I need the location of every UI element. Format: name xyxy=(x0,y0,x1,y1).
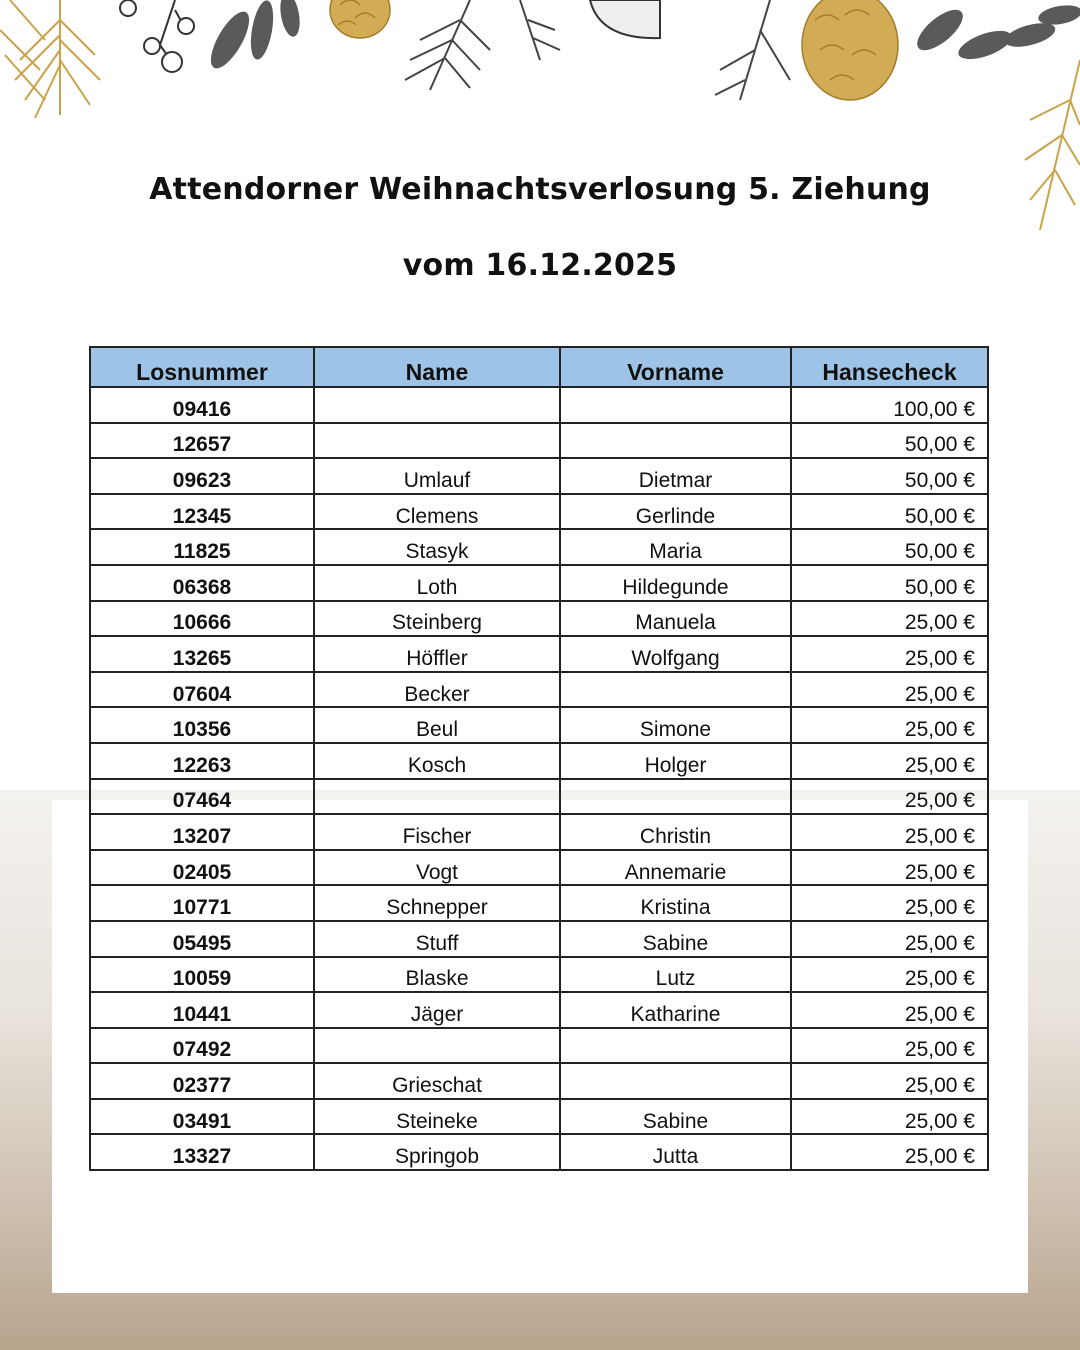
cell-hansecheck: 25,00 € xyxy=(791,743,988,779)
cell-hansecheck: 25,00 € xyxy=(791,1028,988,1064)
cell-name: Schnepper xyxy=(314,885,560,921)
table-row xyxy=(90,529,988,565)
cell-hansecheck: 25,00 € xyxy=(791,885,988,921)
cell-losnummer: 13327 xyxy=(90,1134,314,1170)
cell-hansecheck: 25,00 € xyxy=(791,850,988,886)
cell-hansecheck: 25,00 € xyxy=(791,601,988,637)
cell-hansecheck: 25,00 € xyxy=(791,636,988,672)
cell-losnummer: 07464 xyxy=(90,779,314,815)
cell-hansecheck: 25,00 € xyxy=(791,957,988,993)
table-row xyxy=(90,779,988,815)
cell-hansecheck: 25,00 € xyxy=(791,1099,988,1135)
page-subtitle: vom 16.12.2025 xyxy=(402,248,678,283)
header-vorname: Vorname xyxy=(560,347,791,387)
cell-name: Fischer xyxy=(314,814,560,850)
cell-losnummer: 12657 xyxy=(90,423,314,459)
cell-name: Kosch xyxy=(314,743,560,779)
cell-hansecheck: 25,00 € xyxy=(791,814,988,850)
table-row xyxy=(90,814,988,850)
table-row xyxy=(90,1134,988,1170)
cell-name xyxy=(314,423,560,459)
cell-losnummer: 11825 xyxy=(90,529,314,565)
cell-name: Beul xyxy=(314,707,560,743)
table-row xyxy=(90,1028,988,1064)
cell-vorname: Sabine xyxy=(560,921,791,957)
table-row xyxy=(90,636,988,672)
cell-name xyxy=(314,779,560,815)
cell-name: Loth xyxy=(314,565,560,601)
table-row xyxy=(90,672,988,708)
table-row xyxy=(90,707,988,743)
cell-name: Steinberg xyxy=(314,601,560,637)
cell-vorname: Kristina xyxy=(560,885,791,921)
table-row xyxy=(90,494,988,530)
cell-losnummer: 02405 xyxy=(90,850,314,886)
cell-name: Jäger xyxy=(314,992,560,1028)
cell-losnummer: 10356 xyxy=(90,707,314,743)
cell-name: Höffler xyxy=(314,636,560,672)
cell-name xyxy=(314,387,560,423)
cell-losnummer: 06368 xyxy=(90,565,314,601)
cell-vorname xyxy=(560,1028,791,1064)
cell-vorname: Katharine xyxy=(560,992,791,1028)
cell-vorname: Lutz xyxy=(560,957,791,993)
cell-losnummer: 10666 xyxy=(90,601,314,637)
cell-hansecheck: 25,00 € xyxy=(791,707,988,743)
cell-name xyxy=(314,1028,560,1064)
cell-hansecheck: 50,00 € xyxy=(791,423,988,459)
table-row xyxy=(90,1099,988,1135)
cell-vorname: Maria xyxy=(560,529,791,565)
cell-name: Clemens xyxy=(314,494,560,530)
cell-vorname: Dietmar xyxy=(560,458,791,494)
cell-losnummer: 10441 xyxy=(90,992,314,1028)
cell-vorname: Hildegunde xyxy=(560,565,791,601)
header-name: Name xyxy=(314,347,560,387)
cell-vorname: Manuela xyxy=(560,601,791,637)
cell-name: Steineke xyxy=(314,1099,560,1135)
cell-hansecheck: 50,00 € xyxy=(791,529,988,565)
results-table xyxy=(89,346,989,1171)
cell-losnummer: 10771 xyxy=(90,885,314,921)
cell-losnummer: 02377 xyxy=(90,1063,314,1099)
table-header-row xyxy=(90,347,988,387)
table-row xyxy=(90,992,988,1028)
table-row xyxy=(90,743,988,779)
cell-losnummer: 10059 xyxy=(90,957,314,993)
table-row xyxy=(90,458,988,494)
cell-name: Grieschat xyxy=(314,1063,560,1099)
table-row xyxy=(90,387,988,423)
table-row xyxy=(90,423,988,459)
cell-vorname xyxy=(560,423,791,459)
cell-name: Umlauf xyxy=(314,458,560,494)
header-losnummer: Losnummer xyxy=(90,347,314,387)
table-row xyxy=(90,921,988,957)
cell-losnummer: 07492 xyxy=(90,1028,314,1064)
cell-vorname: Holger xyxy=(560,743,791,779)
table-row xyxy=(90,957,988,993)
cell-losnummer: 12263 xyxy=(90,743,314,779)
cell-name: Vogt xyxy=(314,850,560,886)
cell-name: Blaske xyxy=(314,957,560,993)
cell-vorname: Christin xyxy=(560,814,791,850)
table-row xyxy=(90,601,988,637)
table-body xyxy=(90,387,988,1170)
table-row xyxy=(90,850,988,886)
cell-vorname: Simone xyxy=(560,707,791,743)
cell-hansecheck: 25,00 € xyxy=(791,779,988,815)
cell-vorname: Annemarie xyxy=(560,850,791,886)
cell-vorname: Wolfgang xyxy=(560,636,791,672)
cell-vorname: Sabine xyxy=(560,1099,791,1135)
cell-vorname xyxy=(560,672,791,708)
cell-name: Stuff xyxy=(314,921,560,957)
cell-losnummer: 09416 xyxy=(90,387,314,423)
cell-losnummer: 13265 xyxy=(90,636,314,672)
cell-hansecheck: 25,00 € xyxy=(791,672,988,708)
cell-vorname xyxy=(560,779,791,815)
cell-losnummer: 12345 xyxy=(90,494,314,530)
cell-hansecheck: 50,00 € xyxy=(791,458,988,494)
table-row xyxy=(90,565,988,601)
table-row xyxy=(90,885,988,921)
header-hansecheck: Hansecheck xyxy=(791,347,988,387)
cell-vorname: Gerlinde xyxy=(560,494,791,530)
cell-hansecheck: 25,00 € xyxy=(791,921,988,957)
cell-vorname xyxy=(560,387,791,423)
cell-losnummer: 09623 xyxy=(90,458,314,494)
table-row xyxy=(90,1063,988,1099)
cell-hansecheck: 50,00 € xyxy=(791,494,988,530)
cell-hansecheck: 25,00 € xyxy=(791,1134,988,1170)
page-title: Attendorner Weihnachtsverlosung 5. Ziehung xyxy=(149,172,931,207)
cell-losnummer: 03491 xyxy=(90,1099,314,1135)
cell-hansecheck: 100,00 € xyxy=(791,387,988,423)
cell-name: Springob xyxy=(314,1134,560,1170)
cell-losnummer: 07604 xyxy=(90,672,314,708)
cell-losnummer: 05495 xyxy=(90,921,314,957)
cell-hansecheck: 25,00 € xyxy=(791,1063,988,1099)
cell-name: Becker xyxy=(314,672,560,708)
cell-name: Stasyk xyxy=(314,529,560,565)
cell-vorname: Jutta xyxy=(560,1134,791,1170)
cell-losnummer: 13207 xyxy=(90,814,314,850)
cell-vorname xyxy=(560,1063,791,1099)
cell-hansecheck: 25,00 € xyxy=(791,992,988,1028)
cell-hansecheck: 50,00 € xyxy=(791,565,988,601)
